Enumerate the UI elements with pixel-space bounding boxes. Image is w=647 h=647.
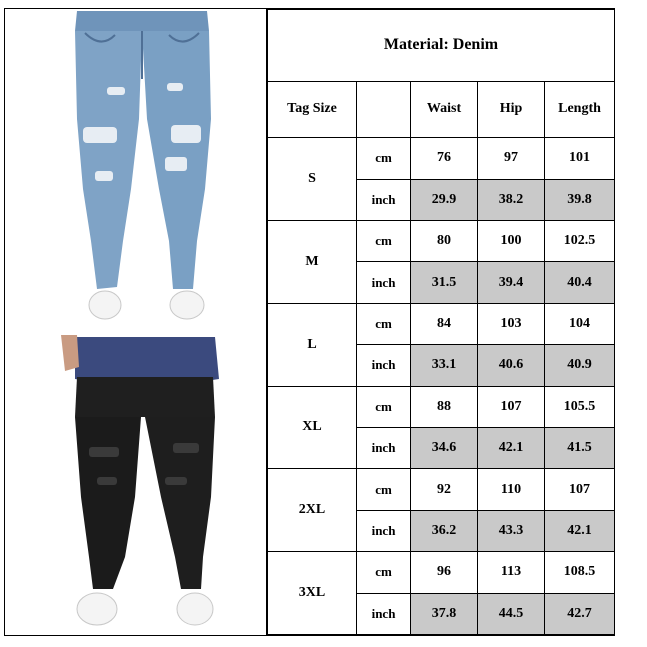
length-cell: 42.1 (545, 510, 615, 551)
table-row (268, 386, 615, 427)
hip-cell: 38.2 (478, 179, 545, 220)
black-jeans-image (5, 327, 266, 635)
table-row (268, 469, 615, 510)
hip-cell: 44.5 (478, 593, 545, 634)
length-cell: 107 (545, 469, 615, 510)
size-label: M (268, 221, 357, 304)
unit-cell: cm (357, 552, 411, 593)
length-cell: 105.5 (545, 386, 615, 427)
waist-cell: 34.6 (411, 427, 478, 468)
light-blue-jeans-image (5, 9, 266, 327)
table-row (268, 303, 615, 344)
material-title: Material: Denim (268, 10, 615, 82)
unit-cell: inch (357, 510, 411, 551)
waist-cell: 36.2 (411, 510, 478, 551)
waist-cell: 31.5 (411, 262, 478, 303)
waist-cell: 76 (411, 138, 478, 179)
length-cell: 42.7 (545, 593, 615, 634)
length-cell: 102.5 (545, 221, 615, 262)
size-label: L (268, 303, 357, 386)
table-row (268, 552, 615, 593)
waist-cell: 37.8 (411, 593, 478, 634)
waist-cell: 96 (411, 552, 478, 593)
unit-cell: inch (357, 179, 411, 220)
unit-cell: cm (357, 221, 411, 262)
header-tag-size: Tag Size (268, 81, 357, 138)
hip-cell: 42.1 (478, 427, 545, 468)
size-chart-frame (4, 8, 615, 636)
hip-cell: 110 (478, 469, 545, 510)
hip-cell: 103 (478, 303, 545, 344)
waist-cell: 88 (411, 386, 478, 427)
size-label: XL (268, 386, 357, 469)
length-cell: 40.4 (545, 262, 615, 303)
hip-cell: 43.3 (478, 510, 545, 551)
hip-cell: 107 (478, 386, 545, 427)
length-cell: 41.5 (545, 427, 615, 468)
hip-cell: 40.6 (478, 345, 545, 386)
hip-cell: 113 (478, 552, 545, 593)
length-cell: 104 (545, 303, 615, 344)
waist-cell: 84 (411, 303, 478, 344)
table-row (268, 138, 615, 179)
hip-cell: 97 (478, 138, 545, 179)
waist-cell: 92 (411, 469, 478, 510)
header-hip: Hip (478, 81, 545, 138)
length-cell: 40.9 (545, 345, 615, 386)
table-row (268, 221, 615, 262)
unit-cell: cm (357, 469, 411, 510)
waist-cell: 80 (411, 221, 478, 262)
size-label: S (268, 138, 357, 221)
waist-cell: 33.1 (411, 345, 478, 386)
waist-cell: 29.9 (411, 179, 478, 220)
unit-cell: cm (357, 386, 411, 427)
length-cell: 101 (545, 138, 615, 179)
hip-cell: 39.4 (478, 262, 545, 303)
product-photos (5, 9, 267, 635)
size-chart (267, 9, 614, 635)
unit-cell: inch (357, 427, 411, 468)
size-label: 3XL (268, 552, 357, 635)
unit-cell: inch (357, 593, 411, 634)
length-cell: 108.5 (545, 552, 615, 593)
header-waist: Waist (411, 81, 478, 138)
unit-cell: cm (357, 303, 411, 344)
header-unit (357, 81, 411, 138)
header-length: Length (545, 81, 615, 138)
hip-cell: 100 (478, 221, 545, 262)
size-label: 2XL (268, 469, 357, 552)
size-table (267, 9, 615, 635)
length-cell: 39.8 (545, 179, 615, 220)
unit-cell: cm (357, 138, 411, 179)
unit-cell: inch (357, 262, 411, 303)
unit-cell: inch (357, 345, 411, 386)
